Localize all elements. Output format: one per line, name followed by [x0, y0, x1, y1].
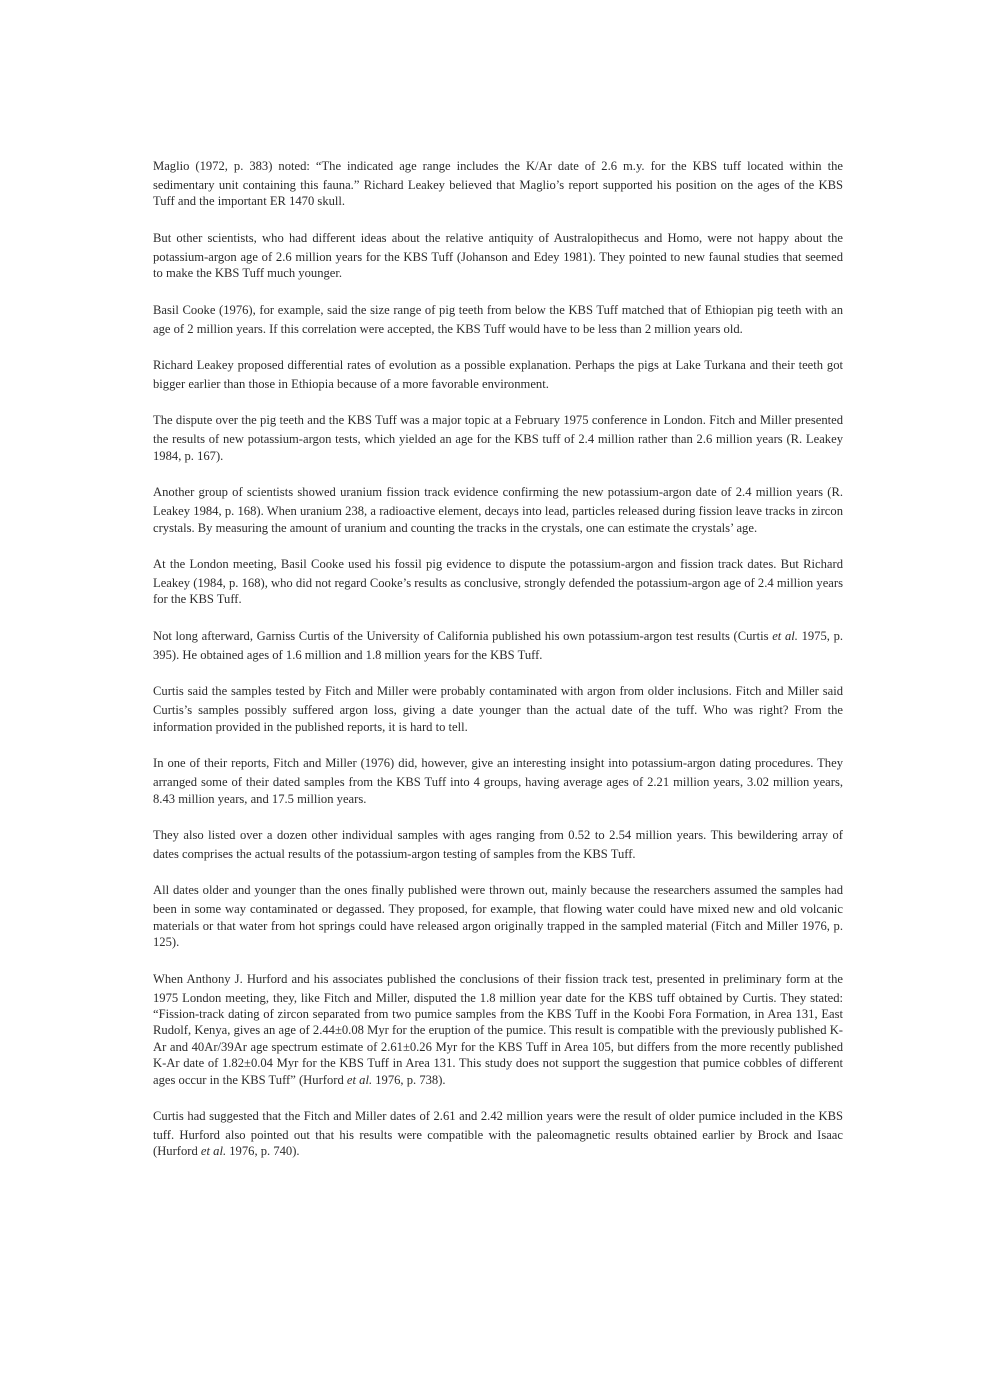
- paragraph-differential-rates: Richard Leakey proposed differential rates of evolution as a possible explanation. Perhaps the pigs at Lake Turkana and their teeth got bigger earlier than those in Ethiopia because of a more favorable environment.: [153, 358, 843, 392]
- paragraph-maglio: Maglio (1972, p. 383) noted: “The indicated age range includes the K/Ar date of 2.6 m.y. for the KBS tuff located within the sedimentary unit containing this fauna.” Richard Leakey believed that Maglio’s report supported his position on the ages of the KBS Tuff and the important ER 1470 skull.: [153, 159, 843, 209]
- paragraph-curtis-results: [153, 625, 843, 663]
- paragraph-antiquity: But other scientists, who had different ideas about the relative antiquity of Australopithecus and Homo, were not happy about the potassium-argon age of 2.6 million years for the KBS Tuff (Johanson and Edey 1981). They pointed to new faunal studies that seemed to make the KBS Tuff much younger.: [153, 230, 843, 281]
- paragraph-london-dispute: The dispute over the pig teeth and the KBS Tuff was a major topic at a February 1975 conference in London. Fitch and Miller presented the results of new potassium-argon tests, which yielded an age for the KBS tuff of 2.4 million rather than 2.6 million years (R. Leakey 1984, p. 167).: [153, 413, 843, 463]
- citation-et-al: et al.: [346, 1072, 373, 1087]
- citation-et-al: et al.: [772, 628, 798, 643]
- paragraph-text: When Anthony J. Hurford and his associates published the conclusions of their fission track test, presented in preliminary form at the 1975 London meeting, they, like Fitch and Miller, disputed the 1.8 million year date for the KBS tuff obtained by Curtis. They stated: “Fission-track dating of zircon separated from two pumice samples from the KBS Tuff in the Koobi Fora Formation, in Area 131, East Rudolf, Kenya, gives an age of 2.44±0.08 Myr for the eruption of the pumice. This result is compatible with the previously published K-Ar and 40Ar/39Ar age spectrum estimate of 2.61±0.26 Myr for the KBS Tuff in Area 105, but differs from the more recently published K-Ar date of 1.82±0.04 Myr for the KBS Tuff in Area 131. This study does not support the suggestion that pumice cobbles of different ages occur in the KBS Tuff” (Hurford: [153, 971, 843, 1087]
- paragraph-contamination: Curtis said the samples tested by Fitch and Miller were probably contaminated with argon from older inclusions. Fitch and Miller said Curtis’s samples possibly suffered argon loss, giving a date younger than the actual date of the tuff. Who was right? From the information provided in the published reports, it is hard to tell.: [153, 684, 843, 734]
- paragraph-london-meeting: At the London meeting, Basil Cooke used his fossil pig evidence to dispute the potassium-argon and fission track dates. But Richard Leakey (1984, p. 168), who did not regard Cooke’s results as conclusive, strongly defended the potassium-argon age of 2.4 million years for the KBS Tuff.: [153, 557, 843, 607]
- paragraph-individual-samples: They also listed over a dozen other individual samples with ages ranging from 0.52 to 2.54 million years. This bewildering array of dates comprises the actual results of the potassium-argon testing of samples from the KBS Tuff.: [153, 827, 843, 861]
- paragraph-text: 1975, p. 395). He obtained ages of 1.6 million and 1.8 million years for the KBS Tuff.: [153, 628, 844, 662]
- paragraph-text: Curtis had suggested that the Fitch and Miller dates of 2.61 and 2.42 million years were the result of older pumice included in the KBS tuff. Hurford also pointed out that his results were compatible with the paleomagnetic results obtained earlier by Brock and Isaac (Hurford: [153, 1108, 843, 1159]
- paragraph-hurford: [153, 968, 843, 1088]
- paragraph-text: 1976, p. 738).: [372, 1072, 446, 1087]
- paragraph-older-pumice: [153, 1105, 843, 1160]
- paragraph-cooke-pig-teeth: Basil Cooke (1976), for example, said the size range of pig teeth from below the KBS Tuff matched that of Ethiopian pig teeth with an age of 2 million years. If this correlation were accepted, the KBS Tuff would have to be less than 2 million years old.: [153, 302, 843, 336]
- paragraph-fission-track: Another group of scientists showed uranium fission track evidence confirming the new potassium-argon date of 2.4 million years (R. Leakey 1984, p. 168). When uranium 238, a radioactive element, decays into lead, particles released during fission leave tracks in zircon crystals. By measuring the amount of uranium and counting the tracks in the crystals, one can estimate the crystals’ age.: [153, 485, 843, 535]
- paragraph-text: 1976, p. 740).: [226, 1144, 300, 1159]
- citation-et-al: et al.: [200, 1144, 227, 1159]
- paragraph-text: Not long afterward, Garniss Curtis of the University of California published his own potassium-argon test results (Curtis: [153, 628, 773, 643]
- paragraph-discarded-dates: All dates older and younger than the ones finally published were thrown out, mainly because the researchers assumed the samples had been in some way contaminated or degassed. They proposed, for example, that flowing water could have mixed new and old volcanic materials or that water from hot springs could have released argon originally trapped in the sampled material (Fitch and Miller 1976, p. 125).: [153, 883, 843, 950]
- paragraph-dating-procedures: In one of their reports, Fitch and Miller (1976) did, however, give an interesting insight into potassium-argon dating procedures. They arranged some of their dated samples from the KBS Tuff into 4 groups, having average ages of 2.21 million years, 3.02 million years, 8.43 million years, and 17.5 million years.: [153, 756, 843, 806]
- document-body: [153, 155, 843, 1177]
